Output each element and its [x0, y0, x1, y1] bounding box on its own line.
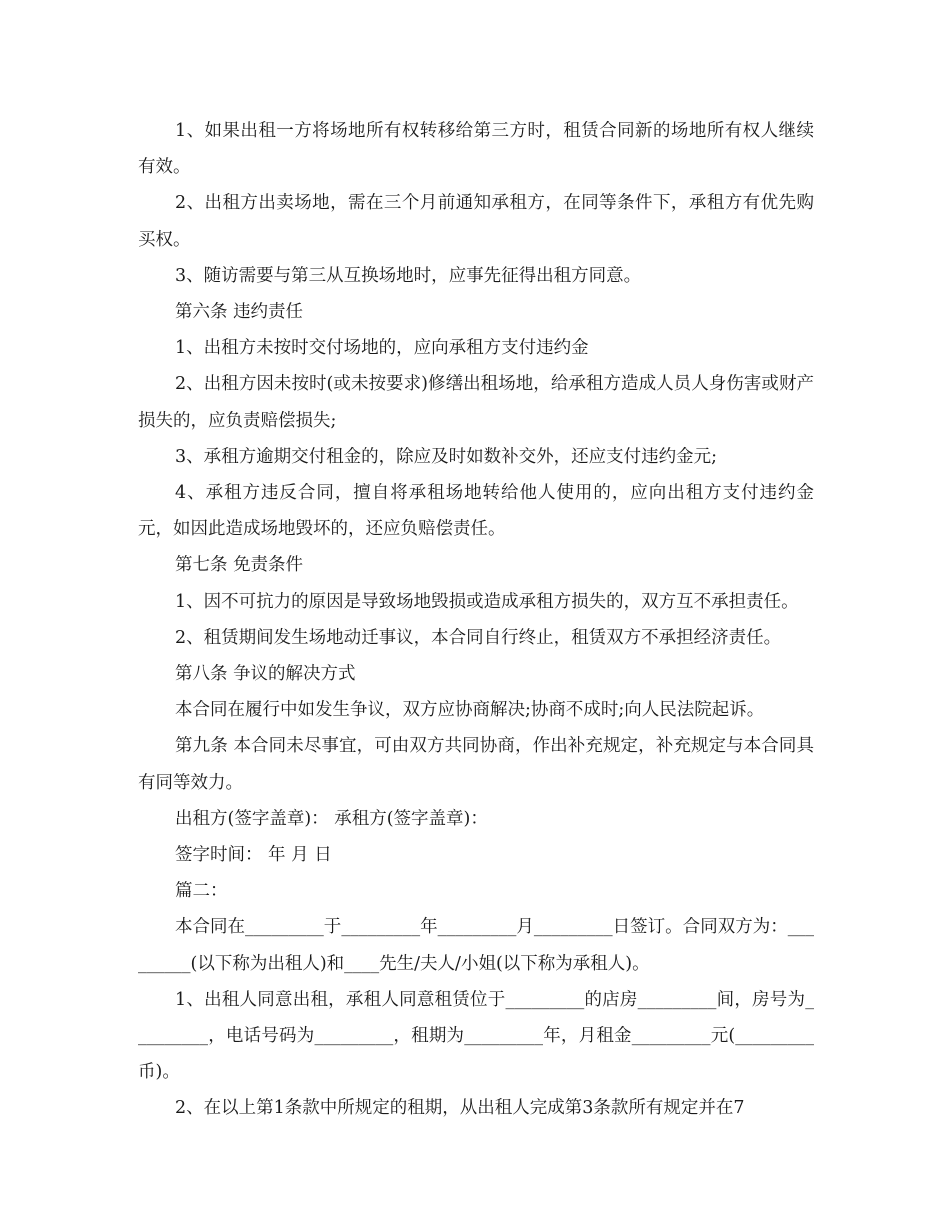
clause-sale-notice: 2、出租方出卖场地，需在三个月前通知承租方，在同等条件下，承租方有优先购买权。 [138, 193, 814, 250]
article-six-heading: 第六条 违约责任 [175, 302, 304, 323]
clause-sublease-breach: 4、承租方违反合同，擅自将承租场地转给他人使用的，应向出租方支付违约金元，如因此造成场地毁坏的，还应负赔偿责任。 [138, 483, 814, 540]
section-two-heading: 篇二： [175, 881, 228, 902]
clause-late-rent: 3、承租方逾期交付租金的，除应及时如数补交外，还应支付违约金元; [175, 446, 718, 467]
contract-intro: 本合同在_________于_________年_________月_________日签订。合同双方为：_________(以下称为出租人)和____先生/夫人/小姐(以下称为承租人)。 [138, 917, 814, 974]
document-body [138, 113, 814, 1127]
article-eight-heading: 第八条 争议的解决方式 [175, 664, 356, 685]
clause-dispute-resolution: 本合同在履行中如发生争议，双方应协商解决;协商不成时;向人民法院起诉。 [175, 700, 765, 721]
article-seven-heading: 第七条 免责条件 [175, 555, 304, 576]
clause-lease-period: 2、在以上第1条款中所规定的租期，从出租人完成第3条款所有规定并在7 [175, 1098, 745, 1119]
clause-force-majeure: 1、因不可抗力的原因是导致场地毁损或造成承租方损失的，双方互不承担责任。 [175, 591, 799, 612]
article-nine: 第九条 本合同未尽事宜，可由双方共同协商，作出补充规定，补充规定与本合同具有同等效力。 [138, 736, 814, 793]
clause-transfer-ownership: 1、如果出租一方将场地所有权转移给第三方时，租赁合同新的场地所有权人继续有效。 [138, 121, 814, 178]
clause-lease-terms: 1、出租人同意出租，承租人同意租赁位于_________的店房_________间，房号为_________，电话号码为_________，租期为_________年，月租金_________元(_________币)。 [138, 989, 814, 1083]
signature-line: 出租方(签字盖章)： 承租方(签字盖章)： [175, 808, 488, 829]
clause-late-delivery: 1、出租方未按时交付场地的，应向承租方支付违约金 [175, 338, 589, 359]
clause-exchange-venue: 3、随访需要与第三从互换场地时，应事先征得出租方同意。 [175, 265, 642, 286]
signature-date: 签字时间： 年 月 日 [175, 845, 332, 866]
clause-relocation: 2、租赁期间发生场地动迁事议，本合同自行终止，租赁双方不承担经济责任。 [175, 627, 782, 648]
clause-repair-damage: 2、出租方因未按时(或未按要求)修缮出租场地，给承租方造成人员人身伤害或财产损失的，应负责赔偿损失; [138, 374, 814, 431]
